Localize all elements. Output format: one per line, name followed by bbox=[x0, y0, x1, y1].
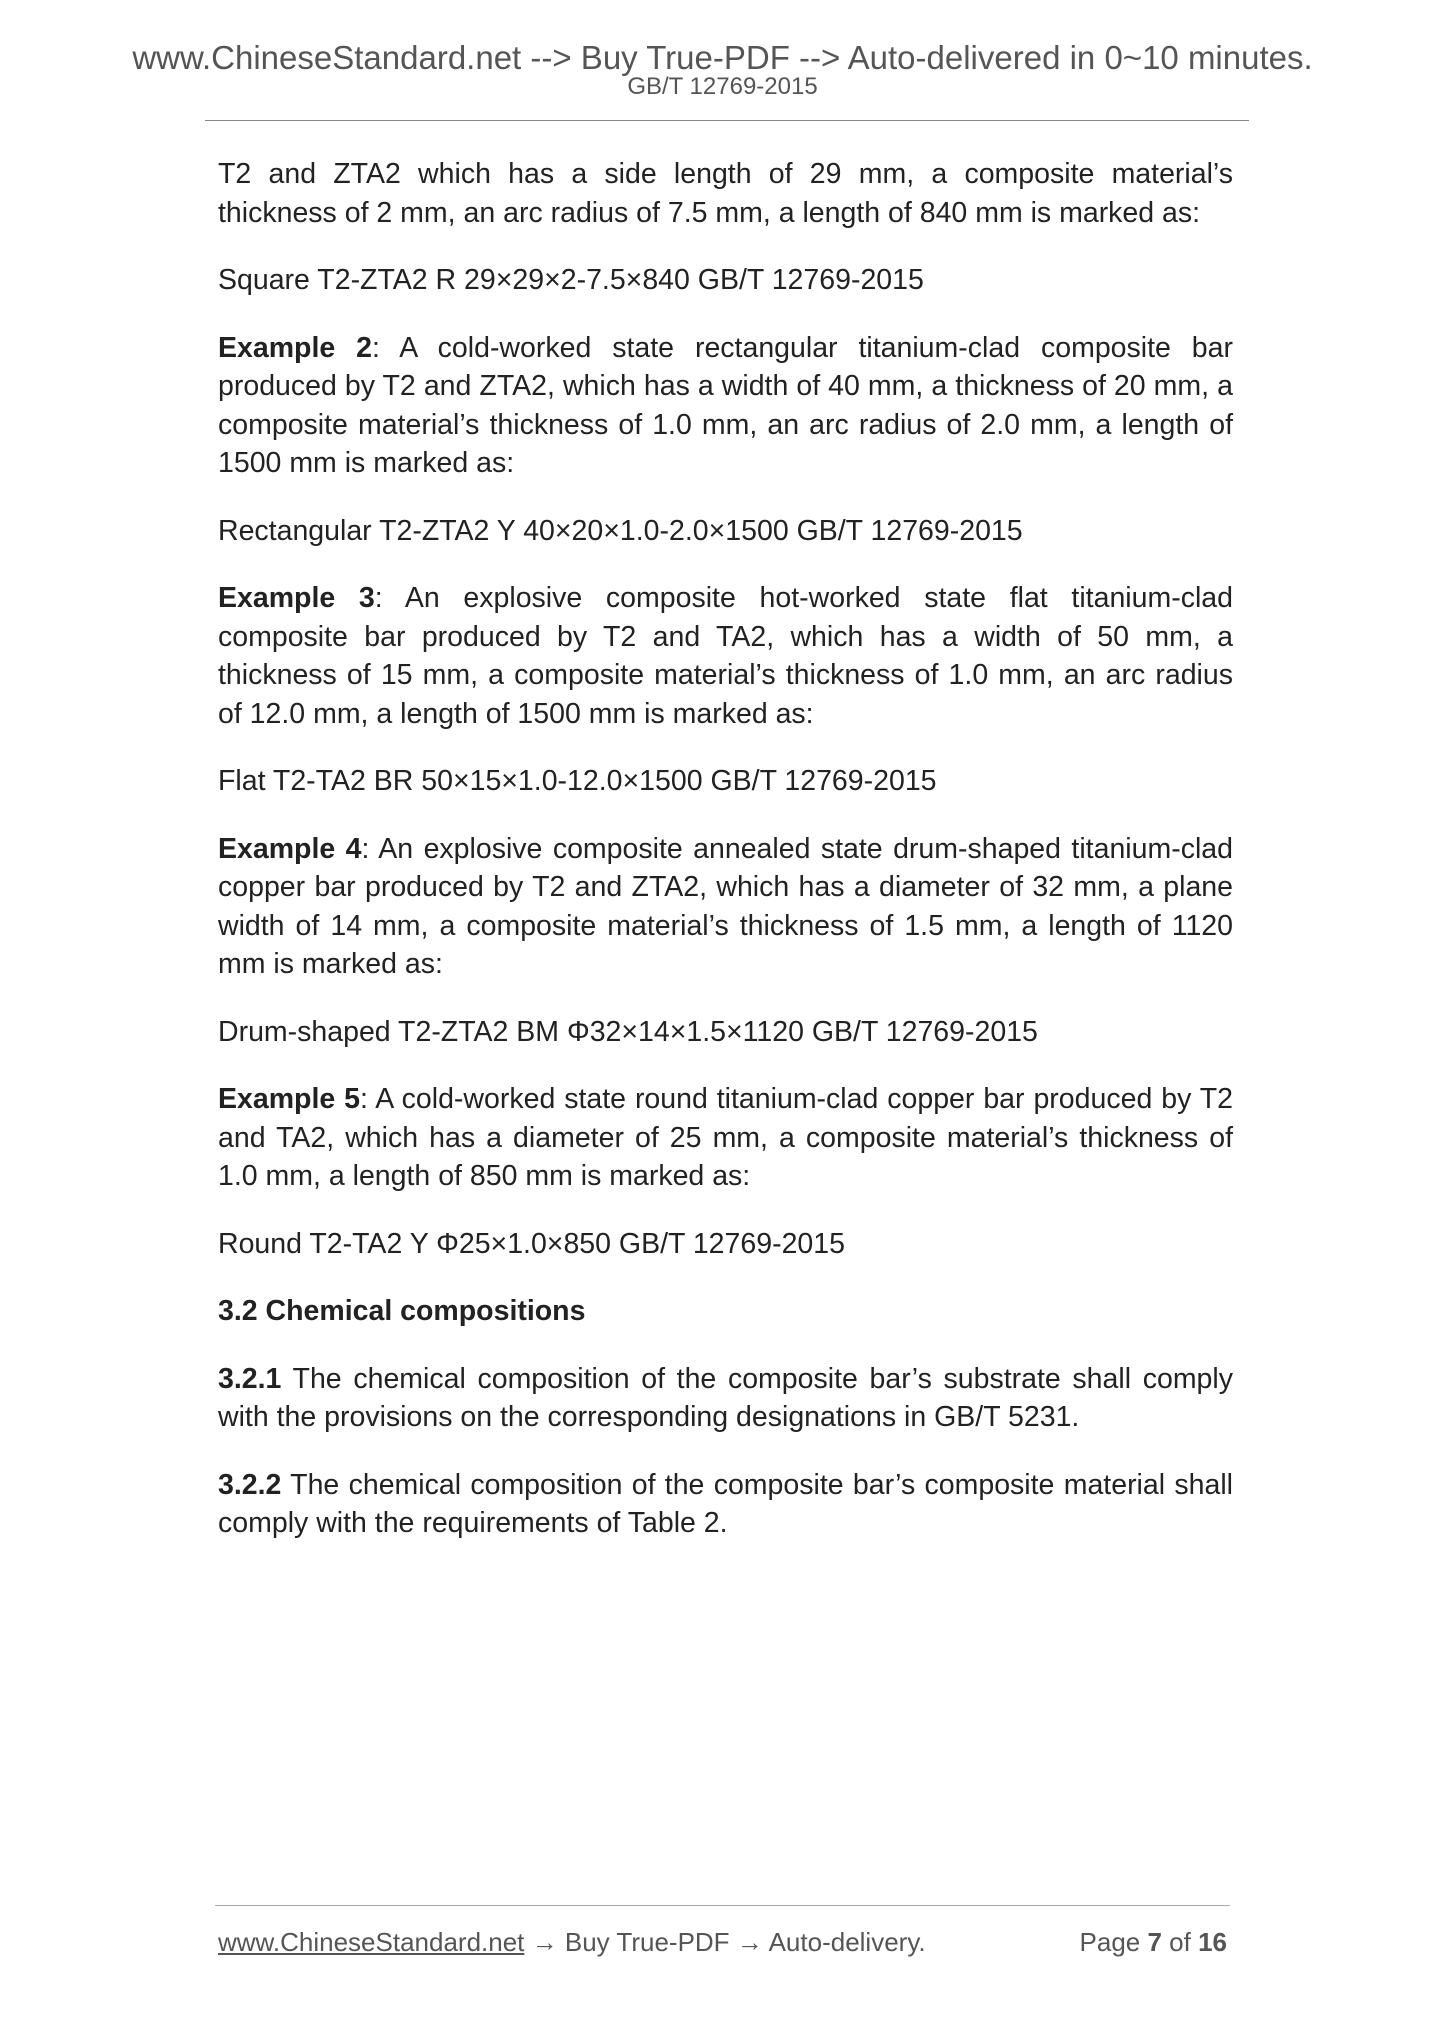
example-2-paragraph bbox=[218, 329, 1233, 483]
page-word: Page bbox=[1079, 1927, 1148, 1957]
footer-website-link[interactable]: www.ChineseStandard.net bbox=[218, 1927, 525, 1957]
header-divider bbox=[205, 120, 1249, 121]
example-3-label: Example 3 bbox=[218, 582, 375, 614]
example-2-marking: Rectangular T2-ZTA2 Y 40×20×1.0-2.0×1500 GB/T 12769-2015 bbox=[218, 514, 1023, 547]
example-2-label: Example 2 bbox=[218, 331, 373, 364]
current-page: 7 bbox=[1147, 1927, 1162, 1957]
top-banner: www.ChineseStandard.net --> Buy True-PDF --> Auto-delivered in 0~10 minutes. bbox=[132, 39, 1313, 76]
footer-arrow-1: → bbox=[524, 1927, 565, 1957]
footer-divider bbox=[215, 1905, 1230, 1906]
example-4-paragraph bbox=[218, 830, 1233, 984]
example-5-label: Example 5 bbox=[218, 1083, 361, 1115]
example-5-paragraph bbox=[218, 1080, 1233, 1196]
example-5-marking: Round T2-TA2 Y Φ25×1.0×850 GB/T 12769-2015 bbox=[218, 1227, 845, 1260]
document-id: GB/T 12769-2015 bbox=[627, 73, 818, 100]
total-pages: 16 bbox=[1198, 1927, 1227, 1957]
example-3-paragraph bbox=[218, 579, 1233, 733]
section-heading: 3.2 Chemical compositions bbox=[218, 1295, 586, 1327]
footer-buy-text: Buy True-PDF bbox=[564, 1927, 730, 1957]
footer-promo bbox=[218, 1925, 926, 1959]
example-5-text: : A cold-worked state round titanium-clad copper bar produced by T2 and TA2, which has a diameter of 25 mm, a composite material’s thickness of 1.0 mm, a length of 850 mm is marked as: bbox=[218, 1083, 1233, 1192]
clause-3-2-1-number: 3.2.1 bbox=[218, 1362, 282, 1395]
clause-3-2-2-number: 3.2.2 bbox=[218, 1468, 282, 1501]
page-content bbox=[218, 155, 1233, 1572]
clause-3-2-1-text: The chemical composition of the composite bar’s substrate shall comply with the provisions on the corresponding designations in GB/T 5231. bbox=[218, 1362, 1233, 1433]
example-4-marking: Drum-shaped T2-ZTA2 BM Φ32×14×1.5×1120 GB/T 12769-2015 bbox=[218, 1015, 1038, 1048]
example-3-marking: Flat T2-TA2 BR 50×15×1.0-12.0×1500 GB/T 12769-2015 bbox=[218, 765, 937, 797]
clause-3-2-1 bbox=[218, 1360, 1233, 1437]
example-3-text: : An explosive composite hot-worked state flat titanium-clad composite bar produced by T2 and TA2, which has a width of 50 mm, a thickness of 15 mm, a composite material’s thickness of 1.0 mm, an arc radius of 12.0 mm, a length of 1500 mm is marked as: bbox=[218, 582, 1234, 730]
clause-3-2-2-text: The chemical composition of the composite bar’s composite material shall comply with the requirements of Table 2. bbox=[218, 1468, 1233, 1539]
example-4-text: : An explosive composite annealed state drum-shaped titanium-clad copper bar produced by T2 and ZTA2, which has a diameter of 32 mm, a plane width of 14 mm, a composite material’s thickness of 1.5 mm, a length of 1120 mm is marked as: bbox=[218, 832, 1233, 980]
example-4-label: Example 4 bbox=[218, 832, 362, 865]
example-2-text: : A cold-worked state rectangular titanium-clad composite bar produced by T2 and ZTA2, which has a width of 40 mm, a thickness of 20 mm, a composite material’s thickness of 1.0 mm, an arc radius of 2.0 mm, a length of 1500 mm is marked as: bbox=[218, 331, 1233, 479]
example-1-marking: Square T2-ZTA2 R 29×29×2-7.5×840 GB/T 12769-2015 bbox=[218, 264, 924, 296]
footer-delivery-text: Auto-delivery. bbox=[768, 1927, 926, 1957]
of-word: of bbox=[1161, 1927, 1199, 1957]
footer-arrow-2: → bbox=[729, 1927, 769, 1957]
example-1-continuation: T2 and ZTA2 which has a side length of 29 mm, a composite material’s thickness of 2 mm, an arc radius of 7.5 mm, a length of 840 mm is marked as: bbox=[218, 158, 1233, 229]
page-number bbox=[1080, 1925, 1227, 1959]
clause-3-2-2 bbox=[218, 1466, 1233, 1543]
